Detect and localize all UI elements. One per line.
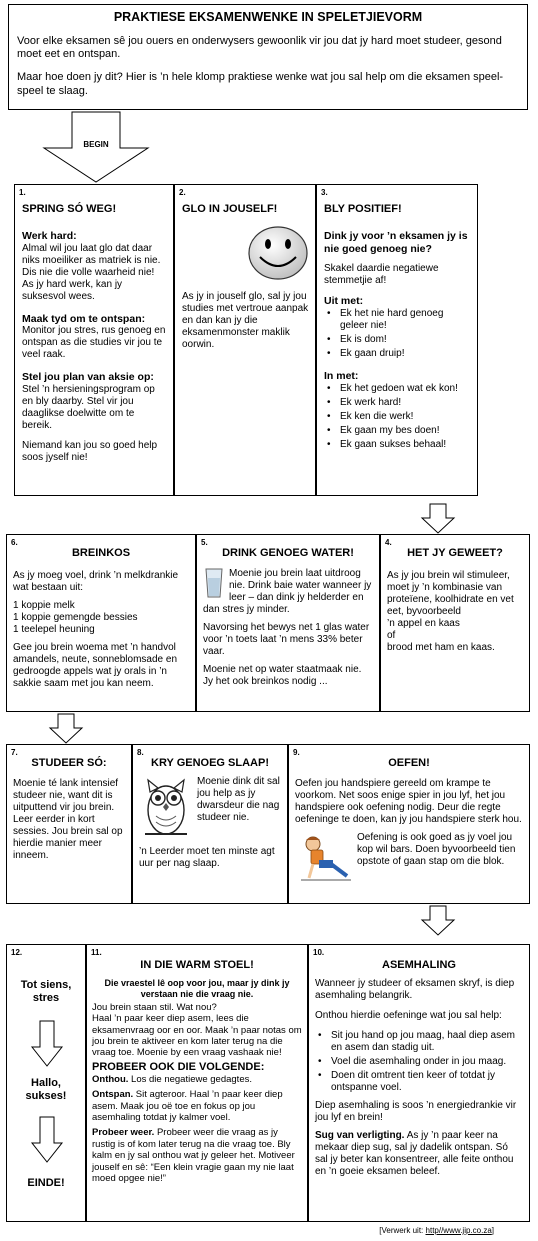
tip-text: As jy in jouself glo, sal jy jou studies met vertroue aanpak en dan kan jy die eksamenmonster maklik oorwin. bbox=[182, 291, 309, 350]
list-item: • Ek gaan my bes doen! bbox=[324, 425, 471, 437]
tip-text: ’n Leerder moet ten minste agt uur per nag slaap. bbox=[139, 846, 275, 870]
list-item: • Voel die asemhaling onder in jou maag. bbox=[315, 1056, 523, 1068]
tip-title: GLO IN JOUSELF! bbox=[182, 203, 278, 215]
source-note bbox=[379, 1226, 494, 1236]
tip-text: Moenie net op water staatmaak nie. Jy het ook breinkos nodig ... bbox=[203, 664, 362, 688]
tip-number: 2. bbox=[179, 188, 186, 197]
tip-title: OEFEN! bbox=[388, 757, 430, 769]
tip-text: Haal ’n paar keer diep asem, lees die eksamenvraag oor en oor. Maak ’n paar notas om jou brein te aktiveer en kom later terug na die vraag toe. Moenie by een vraag vashaak nie! bbox=[92, 1013, 302, 1059]
tip-text: Los die negatiewe gedagtes. bbox=[128, 1073, 252, 1085]
source-label: [Verwerk uit: bbox=[379, 1226, 426, 1235]
tip-number: 10. bbox=[313, 948, 325, 957]
tip-number: 1. bbox=[19, 188, 26, 197]
tip-text: Oefen jou handspiere gereeld om krampe te voorkom. Net soos enige spier in jou lyf, het jou handspiere ook oefening nodig. Deur die regte oefeninge te doen, kan jy jou handspiere sterk hou. bbox=[295, 778, 522, 826]
tip-text: Moenie jou brein laat uitdroog nie. Drink baie water wanneer jy leer – dan dink jy helderder en dan stres jy minder. bbox=[203, 568, 372, 616]
tip-subheading: Maak tyd om te ontspan: bbox=[22, 312, 146, 325]
tip-box-1 bbox=[14, 184, 174, 496]
tip-title: DRINK GENOEG WATER! bbox=[222, 547, 354, 559]
tip-box-5 bbox=[196, 534, 380, 712]
tip-box-10 bbox=[308, 944, 530, 1222]
tip-number: 6. bbox=[11, 538, 18, 547]
begin-label: BEGIN bbox=[83, 140, 109, 149]
tip-subheading: In met: bbox=[324, 369, 359, 382]
tip-text: As jy jou brein wil stimuleer, moet jy ’n kombinasie van proteïene, koolhidrate en vet eet, byvoorbeeld bbox=[387, 570, 514, 618]
tip-subheading: PROBEER OOK DIE VOLGENDE: bbox=[92, 1060, 265, 1073]
tip-text: Almal wil jou laat glo dat daar niks moeiliker as matriek is nie. Dis nie die volle waarheid nie! As jy hard werk, kan jy suksesvol wees. bbox=[22, 242, 161, 302]
tip-box-6 bbox=[6, 534, 196, 712]
bold-lead: Probeer weer. bbox=[92, 1127, 155, 1139]
source-link[interactable]: http//www.jip.co.za bbox=[425, 1226, 492, 1235]
the-end: EINDE! bbox=[27, 1177, 65, 1189]
water-glass-icon bbox=[205, 568, 223, 598]
bold-lead: Sug van verligting. bbox=[315, 1130, 405, 1142]
list-item: • Ek het nie hard genoeg geleer nie! bbox=[324, 308, 471, 332]
goodbye-stress: Tot siens, stres bbox=[20, 979, 72, 1005]
tip-box-9 bbox=[288, 744, 530, 904]
list-item: • Ek gaan druip! bbox=[324, 348, 471, 360]
tip-text: Monitor jou stres, rus genoeg en ontspan as die studies vir jou te veel raak. bbox=[22, 325, 166, 361]
tip-box-11 bbox=[86, 944, 308, 1222]
tip-number: 3. bbox=[321, 188, 328, 197]
tip-title: ASEMHALING bbox=[382, 959, 456, 971]
tip-text: Diep asemhaling is soos ’n energiedrankie vir jou lyf en brein! bbox=[315, 1100, 517, 1124]
tip-subheading: Werk hard: bbox=[22, 230, 77, 243]
intro-paragraph-2: Maar hoe doen jy dit? Hier is ’n hele klomp praktiese wenke wat jou sal help om die eksamen speel-speel te slaag. bbox=[17, 71, 504, 97]
tip-text: Navorsing het bewys net 1 glas water voor ’n toets laat ’n mens 33% beter vaar. bbox=[203, 622, 370, 658]
tip-text: Gee jou brein woema met ’n handvol amandels, neute, sonneblomsade en gedroogde appels wat jy orals in ’n sakkie saam met jou kan neem. bbox=[13, 642, 178, 690]
tip-text: Wanneer jy studeer of eksamen skryf, is diep asemhaling belangrik. bbox=[315, 978, 515, 1002]
tip-text: of bbox=[387, 630, 396, 642]
tip-lead: Die vraestel lê oop voor jou, maar jy dink jy verstaan nie die vraag nie. bbox=[104, 978, 290, 999]
tip-text: Moenie té lank intensief studeer nie, want dit is uitputtend vir jou brein. Leer eerder in kort sessies. Jou brein sal op hierdie manier meer inneem. bbox=[13, 778, 123, 862]
tip-box-8 bbox=[132, 744, 288, 904]
list-item: • Ek ken die werk! bbox=[324, 411, 471, 423]
owl-icon bbox=[141, 776, 191, 838]
tip-number: 4. bbox=[385, 538, 392, 547]
list-item: • Sit jou hand op jou maag, haal diep asem en asem dan stadig uit. bbox=[315, 1030, 523, 1054]
tip-box-7 bbox=[6, 744, 132, 904]
tip-text bbox=[92, 1127, 302, 1184]
hello-success: Hallo, sukses! bbox=[25, 1077, 67, 1103]
tip-title: KRY GENOEG SLAAP! bbox=[151, 757, 269, 769]
tip-title: SPRING SÓ WEG! bbox=[22, 203, 117, 215]
tip-text: Stel ’n hersieningsprogram op en bly daarby. Stel vir jou daaglikse doelwitte om te bereik. bbox=[22, 383, 155, 431]
tip-number: 7. bbox=[11, 748, 18, 757]
intro-box bbox=[8, 4, 528, 110]
tip-text: Probeer weer die vraag as jy rustig is of kom later terug na die vraag toe. Bly kalm en jy sal onthou wat jy geleer het. Motiveer jouself en sê: “Een klein vragie gaan my nie laat moed opgee nie!” bbox=[92, 1127, 295, 1185]
tip-text: ’n appel en kaas bbox=[387, 618, 460, 630]
ingredient: 1 koppie gemengde bessies bbox=[13, 612, 138, 624]
tip-box-12 bbox=[6, 944, 86, 1222]
tip-box-4 bbox=[380, 534, 530, 712]
down-arrow-icon bbox=[420, 504, 456, 534]
down-arrow-icon bbox=[48, 714, 84, 744]
tip-text: Skakel daardie negatiewe stemmetjie af! bbox=[324, 263, 439, 287]
breathing-list bbox=[315, 1030, 523, 1094]
tip-text: Onthou hierdie oefeninge wat jou sal help: bbox=[315, 1010, 502, 1022]
tip-subheading: Stel jou plan van aksie op: bbox=[22, 371, 154, 384]
tip-text: Jou brein staan stil. Wat nou? bbox=[92, 1001, 217, 1013]
tip-number: 8. bbox=[137, 748, 144, 757]
list-item: • Ek gaan sukses behaal! bbox=[324, 439, 471, 451]
smiley-face-icon bbox=[247, 225, 309, 281]
tip-text bbox=[315, 1130, 523, 1178]
intro-paragraph-1: Voor elke eksamen sê jou ouers en onderwysers gewoonlik vir jou dat jy hard moet studeer, gesond moet eet en ontspan. bbox=[17, 35, 502, 61]
tip-title: IN DIE WARM STOEL! bbox=[140, 959, 254, 971]
tip-question: Dink jy voor ’n eksamen jy is nie goed genoeg nie? bbox=[324, 230, 468, 255]
tip-text: Moenie dink dit sal jou help as jy dwarsdeur die nag studeer nie. bbox=[197, 776, 280, 824]
in-list bbox=[324, 383, 471, 451]
source-end: ] bbox=[491, 1226, 494, 1235]
tip-title: BLY POSITIEF! bbox=[324, 203, 402, 215]
tip-box-3 bbox=[316, 184, 478, 496]
tip-number: 5. bbox=[201, 538, 208, 547]
tip-text: Niemand kan jou so goed help soos jyself nie! bbox=[22, 439, 158, 463]
tip-text: As jy moeg voel, drink ’n melkdrankie wat bestaan uit: bbox=[13, 570, 179, 594]
tip-number: 12. bbox=[11, 948, 23, 957]
down-arrow-icon bbox=[420, 906, 456, 936]
tip-text: Sit agteroor. Haal ’n paar keer diep asem. Maak jou oë toe en fokus op jou asemhaling totdat jy kalmer voel. bbox=[92, 1089, 283, 1124]
down-arrow-icon bbox=[31, 1117, 63, 1163]
list-item: • Doen dit omtrent tien keer of totdat jy ontspanne voel. bbox=[315, 1070, 523, 1094]
out-list bbox=[324, 308, 471, 360]
push-up-person-icon bbox=[297, 834, 351, 882]
list-item: • Ek is dom! bbox=[324, 334, 471, 346]
ingredient: 1 teelepel heuning bbox=[13, 624, 95, 636]
tip-title: STUDEER SÓ: bbox=[31, 757, 107, 769]
ingredient: 1 koppie melk bbox=[13, 600, 75, 612]
tip-text: As jy ’n paar keer na mekaar diep sug, sal jy dadelik ontspan. Só sal jy beter kan konsentreer, alle feite onthou en ’n goeie eksamen beleef. bbox=[315, 1130, 514, 1178]
page-title: PRAKTIESE EKSAMENWENKE IN SPELETJIEVORM bbox=[113, 10, 423, 24]
tip-text: brood met ham en kaas. bbox=[387, 642, 495, 654]
down-arrow-icon bbox=[31, 1021, 63, 1067]
bold-lead: Onthou. bbox=[92, 1073, 129, 1085]
tip-subheading: Uit met: bbox=[324, 295, 364, 308]
list-item: • Ek werk hard! bbox=[324, 397, 471, 409]
tip-text bbox=[92, 1074, 302, 1085]
tip-box-2 bbox=[174, 184, 316, 496]
tip-number: 9. bbox=[293, 748, 300, 757]
tip-title: BREINKOS bbox=[71, 547, 131, 559]
tip-text bbox=[92, 1089, 302, 1123]
tip-title: HET JY GEWEET? bbox=[407, 547, 503, 559]
bold-lead: Ontspan. bbox=[92, 1089, 134, 1101]
list-item: • Ek het gedoen wat ek kon! bbox=[324, 383, 471, 395]
tip-text: Oefening is ook goed as jy voel jou kop wil bars. Doen byvoorbeeld tien opstote of gaan stap om die blok. bbox=[357, 832, 516, 868]
tip-number: 11. bbox=[91, 948, 102, 957]
